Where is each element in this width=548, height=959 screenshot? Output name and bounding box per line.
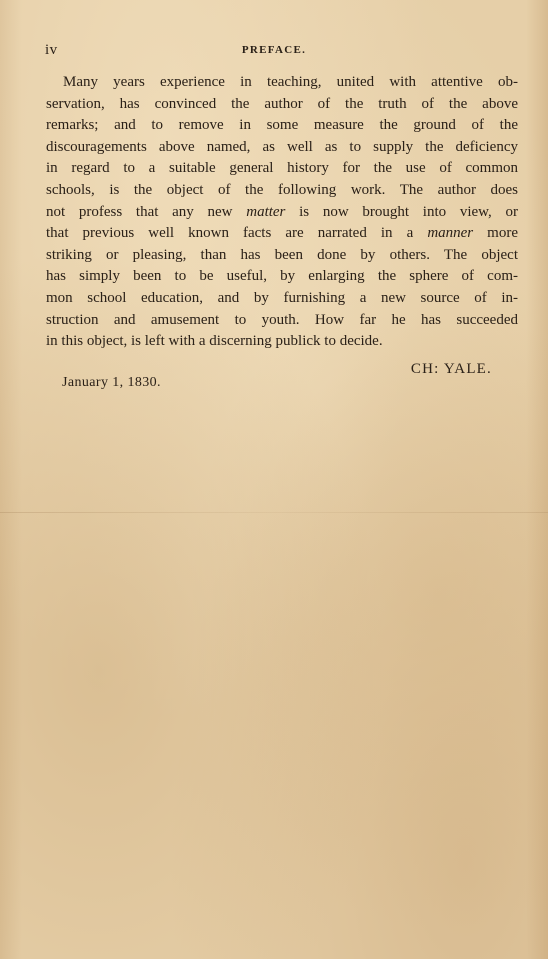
preface-date: January 1, 1830.: [62, 375, 161, 390]
text-line: schools, is the object of the following work. The author does: [46, 181, 518, 198]
text-line: in regard to a suitable general history for the use of common: [46, 160, 518, 177]
text-line: not profess that any new matter is now brought into view, or: [46, 203, 518, 220]
text-line: servation, has convinced the author of the truth of the above: [46, 95, 518, 112]
text-line: in this object, is left with a discerning publick to decide.: [46, 333, 383, 350]
page-header: [0, 42, 548, 60]
text-line: discouragements above named, as well as to supply the deficiency: [46, 138, 518, 155]
page-fold-line: [0, 512, 548, 513]
text-line: that previous well known facts are narrated in a manner more: [46, 225, 519, 242]
text-line: striking or pleasing, than has been done by others. The object: [46, 246, 518, 263]
text-line: has simply been to be useful, by enlarging the sphere of com-: [46, 268, 518, 285]
text-line: remarks; and to remove in some measure the ground of the: [46, 117, 518, 134]
text-line: struction and amusement to youth. How far he has succeeded: [46, 311, 518, 328]
preface-paragraph: [46, 72, 518, 353]
text-line: mon school education, and by furnishing a new source of in-: [46, 289, 518, 306]
text-line: Many years experience in teaching, united with attentive ob-: [63, 74, 518, 90]
running-head: PREFACE.: [241, 44, 307, 56]
author-signature: CH: YALE.: [410, 361, 492, 377]
page-number: iv: [45, 42, 58, 58]
